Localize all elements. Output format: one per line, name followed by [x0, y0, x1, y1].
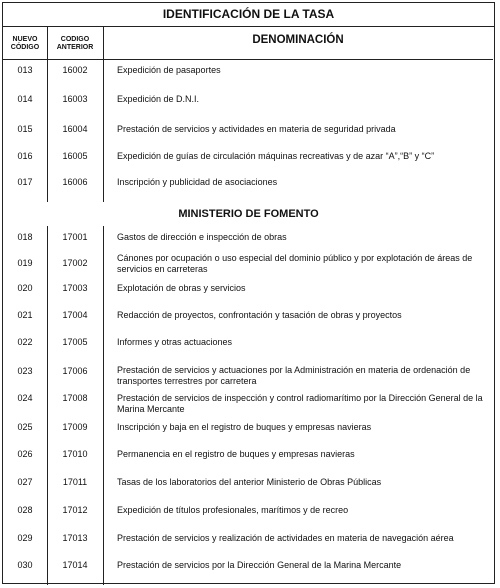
cell-nuevo: 016 — [17, 151, 33, 161]
cell-denominacion: Prestación de servicios y actividades en materia de seguridad privada — [117, 124, 396, 134]
cell-denominacion: Prestación de servicios y realización de actividades en materia de navegación aérea — [117, 533, 454, 543]
cell-anterior: 17011 — [62, 477, 88, 487]
cell-anterior: 17010 — [62, 449, 88, 459]
cell-anterior: 17008 — [62, 393, 88, 403]
cell-nuevo: 014 — [17, 94, 33, 104]
cell-denominacion: Gastos de dirección e inspección de obras — [117, 232, 287, 242]
cell-anterior: 16004 — [62, 124, 88, 134]
column-divider — [47, 226, 48, 585]
cell-anterior: 16002 — [62, 65, 88, 75]
cell-nuevo: 013 — [17, 65, 33, 75]
cell-nuevo: 029 — [17, 533, 33, 543]
cell-anterior: 16006 — [62, 177, 88, 187]
cell-denominacion: Tasas de los laboratorios del anterior Ministerio de Obras Públicas — [117, 477, 382, 487]
header-codigo-anterior: CODIGO ANTERIOR — [47, 27, 103, 60]
tasas-table — [2, 2, 495, 584]
cell-denominacion: Expedición de títulos profesionales, marítimos y de recreo — [117, 505, 349, 515]
cell-anterior: 17006 — [62, 366, 88, 376]
cell-nuevo: 026 — [17, 449, 33, 459]
cell-denominacion: Prestación de servicios y actuaciones por la Administración en materia de ordenación de transportes terrestres por carretera — [117, 365, 471, 386]
cell-nuevo: 022 — [17, 337, 33, 347]
cell-denominacion: Expedición de guías de circulación máquinas recreativas y de azar “A”,“B” y “C” — [117, 151, 435, 161]
cell-denominacion: Prestación de servicios de inspección y control radiomarítimo por la Dirección General de la Marina Mercante — [117, 393, 483, 414]
cell-denominacion: Expedición de pasaportes — [117, 65, 221, 75]
cell-anterior: 17002 — [62, 258, 88, 268]
cell-nuevo: 023 — [17, 366, 33, 376]
cell-denominacion: Inscripción y publicidad de asociaciones — [117, 177, 278, 187]
cell-nuevo: 028 — [17, 505, 33, 515]
cell-denominacion: Expedición de D.N.I. — [117, 94, 200, 104]
cell-denominacion: Redacción de proyectos, confrontación y tasación de obras y proyectos — [117, 310, 402, 320]
cell-anterior: 17013 — [62, 533, 88, 543]
cell-anterior: 17005 — [62, 337, 88, 347]
cell-denominacion: Informes y otras actuaciones — [117, 337, 233, 347]
cell-nuevo: 021 — [17, 310, 33, 320]
cell-anterior: 17012 — [62, 505, 88, 515]
cell-denominacion: Permanencia en el registro de buques y empresas navieras — [117, 449, 355, 459]
column-divider — [103, 226, 104, 585]
cell-nuevo: 018 — [17, 232, 33, 242]
cell-nuevo: 024 — [17, 393, 33, 403]
cell-nuevo: 025 — [17, 422, 33, 432]
cell-nuevo: 017 — [17, 177, 33, 187]
section-title: MINISTERIO DE FOMENTO — [178, 208, 319, 220]
cell-nuevo: 015 — [17, 124, 33, 134]
cell-anterior: 17003 — [62, 283, 88, 293]
cell-anterior: 17004 — [62, 310, 88, 320]
cell-nuevo: 020 — [17, 283, 33, 293]
cell-anterior: 17009 — [62, 422, 88, 432]
cell-anterior: 16005 — [62, 151, 88, 161]
header-denominacion: DENOMINACIÓN — [103, 27, 493, 60]
cell-anterior: 16003 — [62, 94, 88, 104]
cell-nuevo: 030 — [17, 560, 33, 570]
column-divider — [47, 27, 48, 202]
cell-anterior: 17014 — [62, 560, 88, 570]
cell-nuevo: 027 — [17, 477, 33, 487]
cell-denominacion: Inscripción y baja en el registro de buques y empresas navieras — [117, 422, 372, 432]
cell-nuevo: 019 — [17, 258, 33, 268]
column-divider — [103, 27, 104, 202]
cell-denominacion: Cánones por ocupación o uso especial del dominio público y por explotación de áreas de servicios en carreteras — [117, 253, 473, 274]
header-nuevo-codigo: NUEVO CÓDIGO — [3, 27, 47, 60]
cell-denominacion: Prestación de servicios por la Dirección General de la Marina Mercante — [117, 560, 402, 570]
cell-denominacion: Explotación de obras y servicios — [117, 283, 246, 293]
table-title: IDENTIFICACIÓN DE LA TASA — [3, 3, 494, 27]
cell-anterior: 17001 — [62, 232, 88, 242]
